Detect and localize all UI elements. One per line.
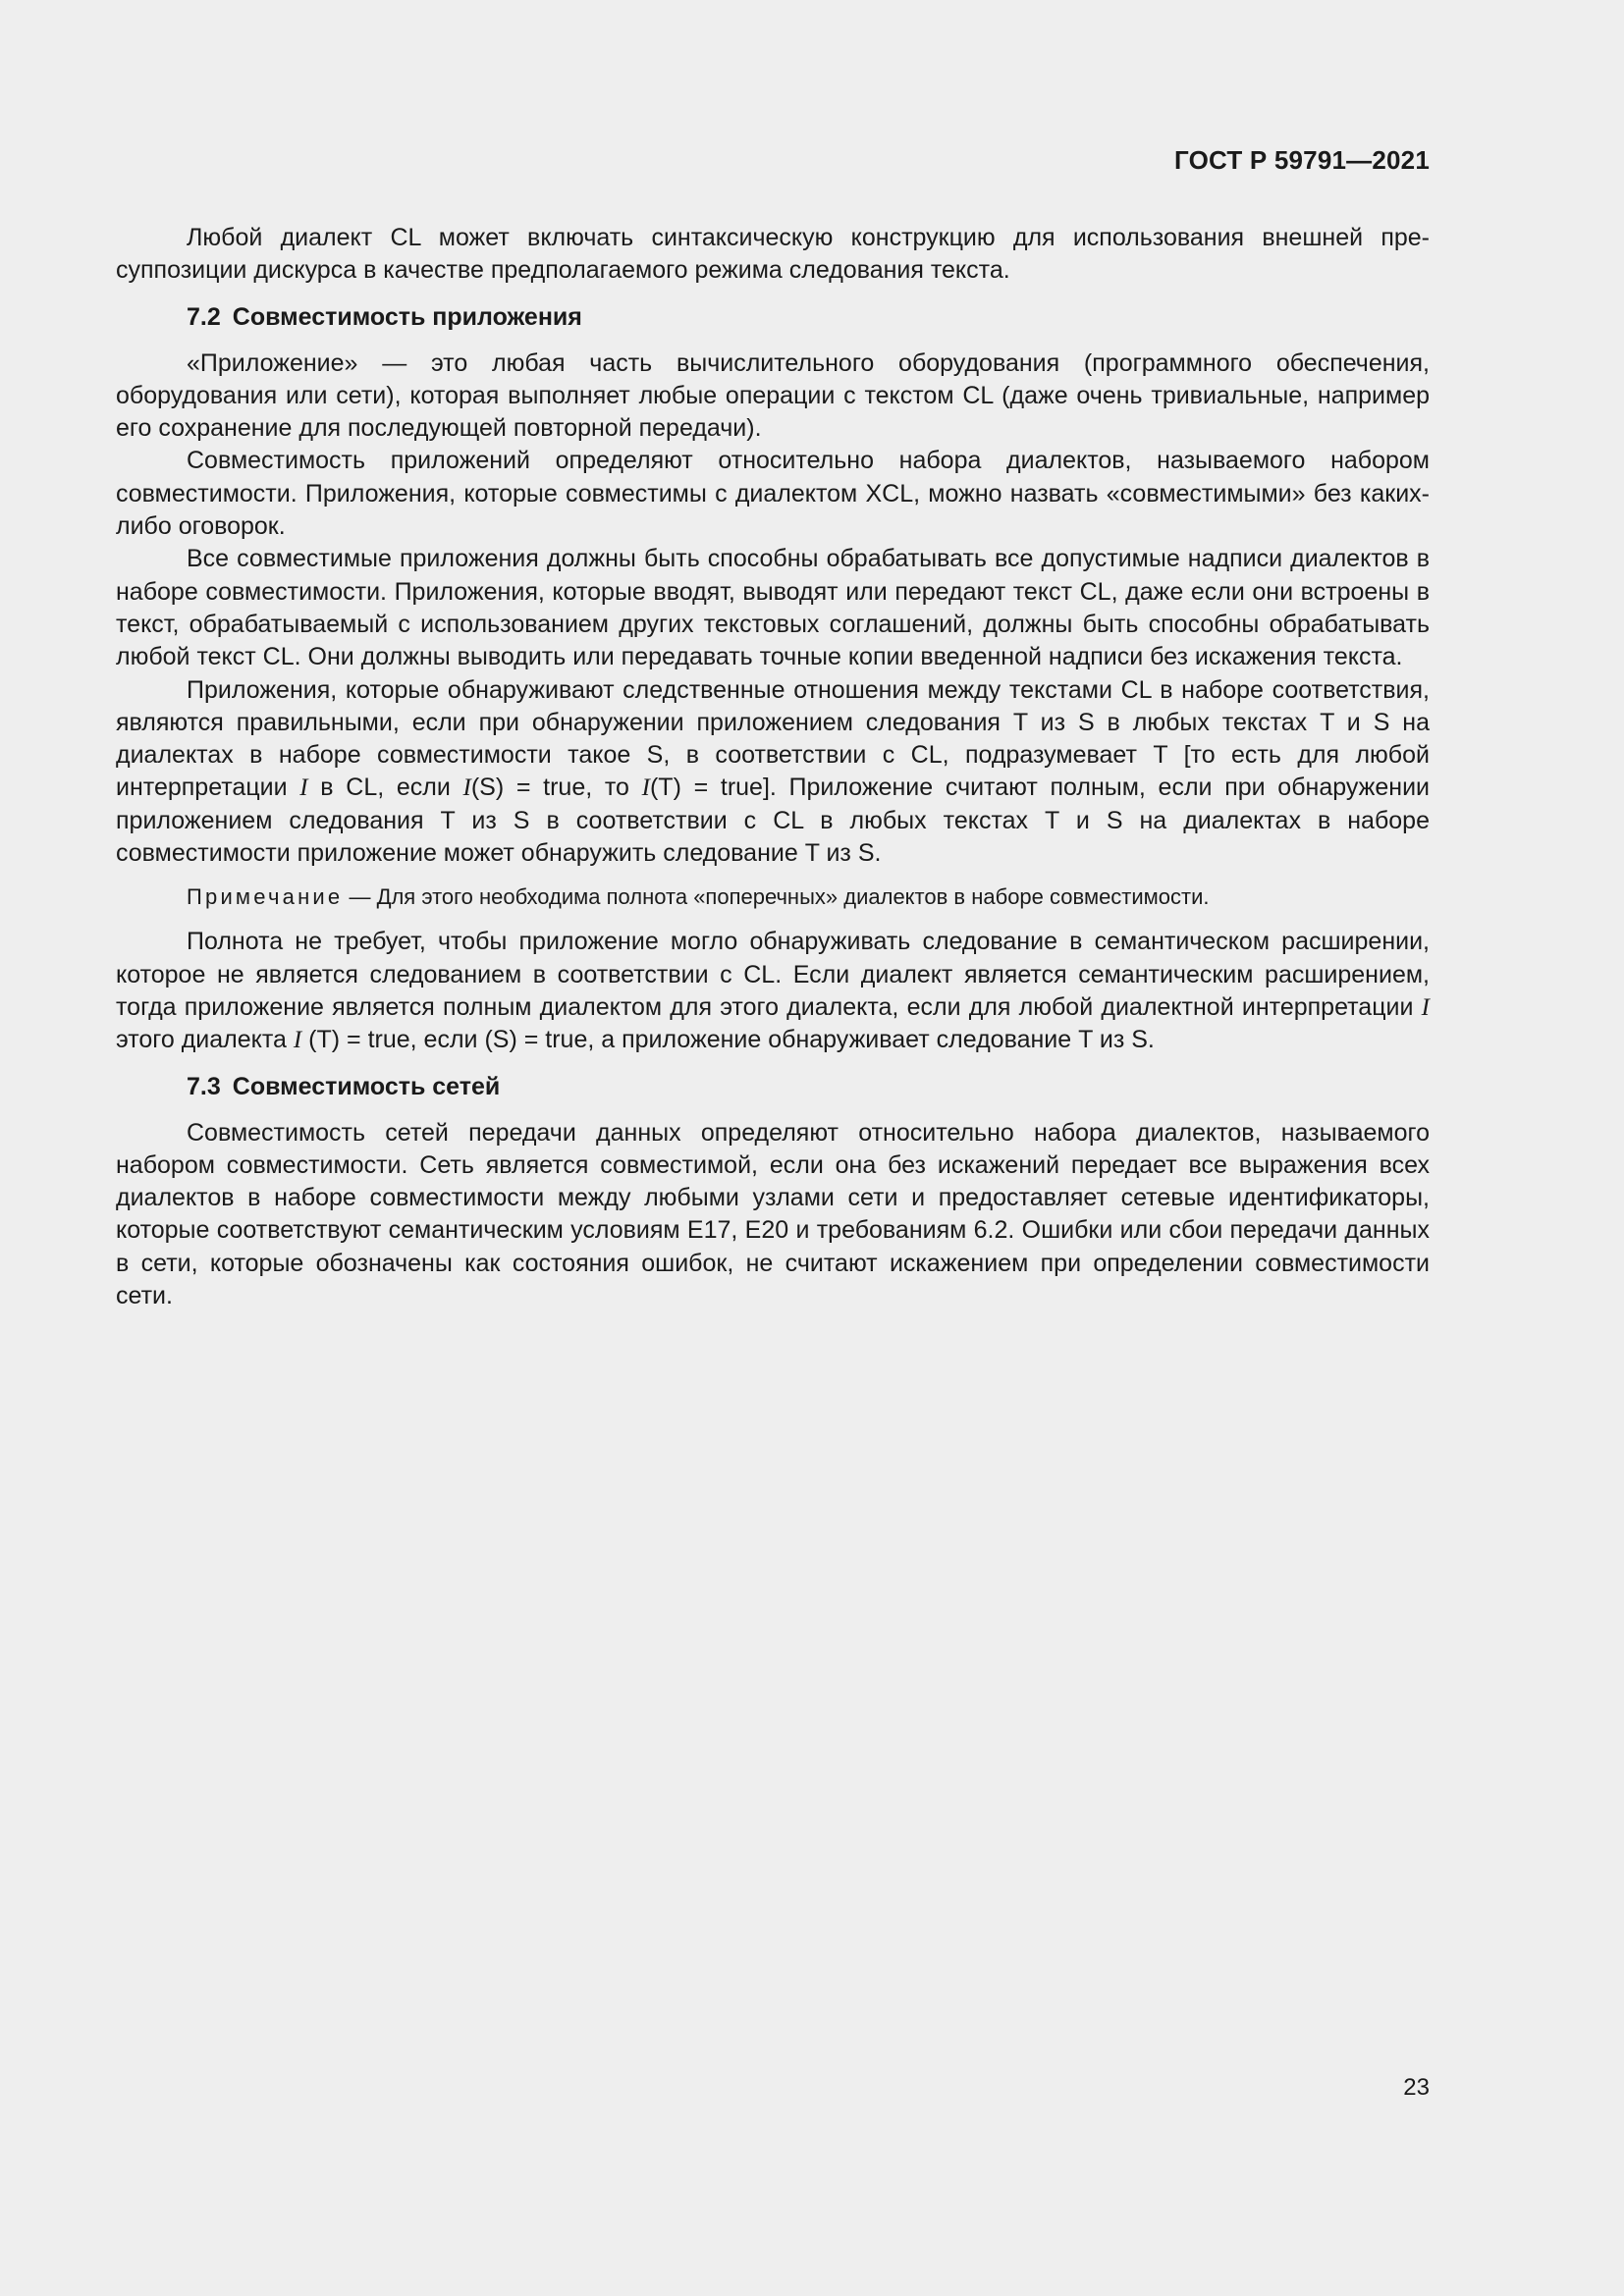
paragraph: Все совместимые приложения должны быть способны обрабатывать все допустимые надписи диалектов в наборе совместимости. Приложения, которые вводят, выводят или передают текст CL, даже если они встроены в текст, обрабатываемый с использованием других текстовых соглашений, должны быть способны обрабатывать любой текст CL. Они должны выводить или передавать точные копии введенной надписи без искажения текста. (116, 545, 1430, 671)
document-body (116, 222, 1430, 1312)
paragraph: «Приложение» — это любая часть вычислительного оборудования (программного обеспечения, оборудования или сети), которая выполняет любые операции с текстом CL (даже очень тривиальные, например его сохранение для последующей повторной передачи). (116, 348, 1430, 443)
document-id-header: ГОСТ Р 59791—2021 (1174, 145, 1430, 175)
section-number: 7.3 (187, 1072, 221, 1100)
math-symbol-i: I (641, 774, 650, 802)
paragraph: Совместимость сетей передачи данных определяют относительно набора диалектов, называемого набором совместимости. Сеть является совместимой, если она без искажений передает все выражения всех диалектов в наборе совместимости между любыми узлами сети и предоставляет сетевые идентификаторы, которые соответствуют семантическим условиям E17, E20 и требованиям 6.2. Ошибки или сбои передачи данных в сети, которые обозначены как состояния ошибок, не считают искажением при определении совместимости сети. (116, 1118, 1430, 1310)
paragraph (116, 926, 1430, 1056)
math-symbol-i: I (1421, 993, 1430, 1021)
paragraph: Совместимость приложений определяют относительно набора диалектов, называемого набором совместимости. Приложения, которые совместимы с диалектом XCL, можно назвать «совместимыми» без каких-либо оговорок. (116, 447, 1430, 541)
math-symbol-i: I (293, 1027, 302, 1054)
section-title: Совместимость сетей (232, 1072, 501, 1100)
intro-paragraph: Любой диалект CL может включать синтаксическую конструкцию для использования внешней пресуппозиции дискурса в качестве предполагаемого режима следования текста. (116, 224, 1430, 285)
note-label: Примечание (187, 884, 344, 910)
page-number: 23 (1403, 2074, 1430, 2101)
text-run: (T) = true]. Приложение считают полным, если при обнаружении приложением следования T из S в соответствии с CL в любых текстах T и S на диалектах в наборе совместимости приложение может обнаружить следование T из S. (116, 774, 1430, 868)
text-run: (T) = true, если (S) = true, а приложение обнаруживает следование T из S. (301, 1026, 1155, 1054)
text-run: (S) = true, то (470, 774, 642, 802)
text-run: в CL, если (307, 774, 463, 802)
math-symbol-i: I (462, 774, 471, 802)
section-7-3-heading (116, 1071, 1430, 1103)
note-text: — Для этого необходима полнота «поперечных» диалектов в наборе совместимости. (343, 884, 1210, 910)
section-number: 7.2 (187, 302, 221, 331)
section-title: Совместимость приложения (232, 302, 582, 331)
math-symbol-i: I (299, 774, 308, 802)
section-7-2-heading (116, 301, 1430, 334)
paragraph (116, 674, 1430, 871)
note (116, 882, 1430, 912)
text-run: Приложения, которые обнаруживают следственные отношения между текстами CL в наборе соответствия, являются правильными, если при обнаружении приложением следования T из S в любых текстах T и S на диалектах в наборе совместимости такое S, в соответствии с CL, подразумевает T [то есть для любой интерпретации (116, 675, 1430, 802)
text-run: этого диалекта (116, 1026, 294, 1054)
text-run: Полнота не требует, чтобы приложение могло обнаруживать следование в семантическом расширении, которое не является следованием в соответствии с CL. Если диалект является семантическим расширением, тогда приложение является полным диалектом для этого диалекта, если для любой диалектной интерпретации (116, 928, 1430, 1021)
